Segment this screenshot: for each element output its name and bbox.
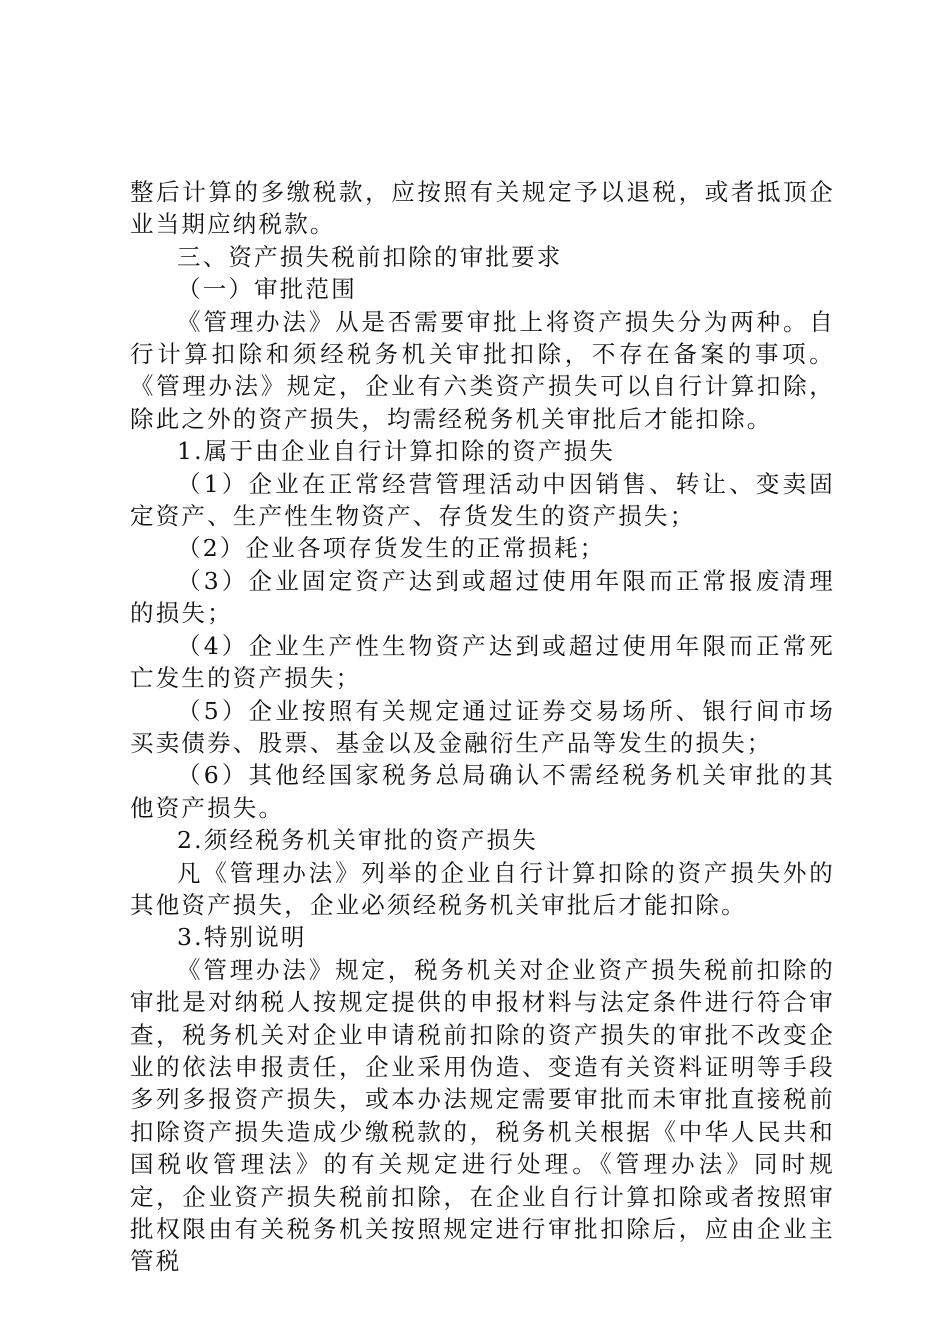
list-heading-self-deduction: 1.属于由企业自行计算扣除的资产损失 [177,437,616,466]
list-item-4: （4）企业生产性生物资产达到或超过使用年限而正常死亡发生的资产损失； [130,631,835,693]
list-item-6: （6）其他经国家税务总局确认不需经税务机关审批的其他资产损失。 [130,761,835,822]
list-heading-special-note: 3.特别说明 [177,923,307,952]
list-item-2: （2）企业各项存货发生的正常损耗； [177,534,606,563]
paragraph-special-note: 《管理办法》规定，税务机关对企业资产损失税前扣除的审批是对纳税人按规定提供的申报材料与法定条件进行符合审查，税务机关对企业申请税前扣除的资产损失的审批不改变企业的依法申报责任，企业采用伪造、变造有关资料证明等手段多列多报资产损失，或本办法规定需要审批而未审批直接税前扣除资产损失造成少缴税款的，税务机关根据《中华人民共和国税收管理法》的有关规定进行处理。《管理办法》同时规定，企业资产损失税前扣除，在企业自行计算扣除或者按照审批权限由有关税务机关按照规定进行审批扣除后，应由企业主管税 [130,955,835,1276]
list-item-5: （5）企业按照有关规定通过证券交易场所、银行间市场买卖债券、股票、基金以及金融衍生产品等发生的损失； [130,696,835,757]
paragraph-continuation: 整后计算的多缴税款，应按照有关规定予以退税，或者抵顶企业当期应纳税款。 [130,178,835,239]
paragraph-scope-intro: 《管理办法》从是否需要审批上将资产损失分为两种。自行计算扣除和须经税务机关审批扣除，不存在备案的事项。《管理办法》规定，企业有六类资产损失可以自行计算扣除，除此之外的资产损失，均需经税务机关审批后才能扣除。 [130,307,835,433]
list-item-3: （3）企业固定资产达到或超过使用年限而正常报废清理的损失； [130,566,835,628]
list-heading-approval-required: 2.须经税务机关审批的资产损失 [177,826,538,855]
document-body [130,176,835,1278]
paragraph-approval-required: 凡《管理办法》列举的企业自行计算扣除的资产损失外的其他资产损失，企业必须经税务机关审批后才能扣除。 [130,858,835,919]
list-item-1: （1）企业在正常经营管理活动中因销售、转让、变卖固定资产、生产性生物资产、存货发生的资产损失； [130,469,835,531]
subsection-heading-1: （一）审批范围 [177,275,357,304]
section-heading-3: 三、资产损失税前扣除的审批要求 [177,242,563,271]
